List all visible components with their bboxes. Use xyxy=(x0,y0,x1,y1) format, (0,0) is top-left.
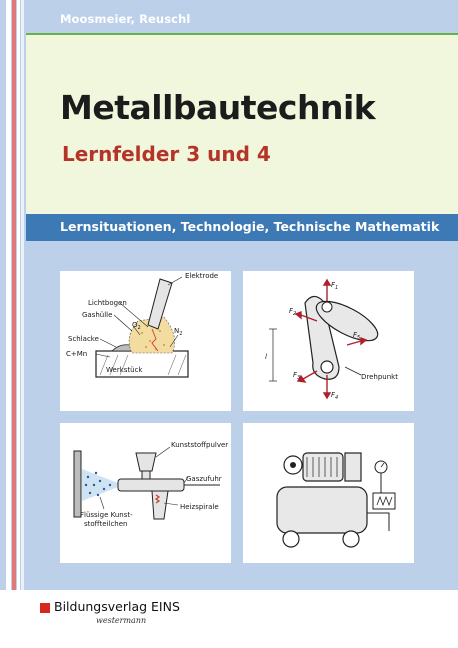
label-f4: $F_4$ xyxy=(331,391,339,401)
label-lichtbogen: Lichtbogen xyxy=(88,299,127,307)
wheel-left-shape xyxy=(283,531,299,547)
label-f1: $F_1$ xyxy=(331,281,339,291)
label-schlacke: Schlacke xyxy=(68,335,99,343)
label-heizspirale: Heizspirale xyxy=(180,503,219,511)
label-kunststoffpulver: Kunststoffpulver xyxy=(171,441,229,449)
electrode-shape xyxy=(148,279,172,329)
stripe-white-3 xyxy=(21,0,24,600)
spray-cone-shape xyxy=(82,469,118,501)
publisher-sub: westermann xyxy=(96,616,147,625)
label-particles-1: Flüssige Kunst- xyxy=(80,511,133,519)
book-subtitle: Lernfelder 3 und 4 xyxy=(62,142,271,166)
tank-shape xyxy=(277,487,367,533)
compressor-illustration xyxy=(243,423,414,563)
label-werkstueck: Werkstück xyxy=(106,366,143,374)
edge-stripes xyxy=(0,0,26,600)
book-title: Metallbautechnik xyxy=(60,88,376,127)
wall-shape xyxy=(74,451,81,517)
label-length: l xyxy=(265,353,267,361)
label-f2: $F_2$ xyxy=(289,307,297,317)
authors: Moosmeier, Reuschl xyxy=(60,12,191,26)
topic-band-text: Lernsituationen, Technologie, Technische Mathematik xyxy=(60,219,440,234)
label-particles-2: stoffteilchen xyxy=(84,520,128,528)
label-n2: $N_2$ xyxy=(174,327,183,337)
stripe-white-2 xyxy=(17,0,20,600)
gun-body-shape xyxy=(118,479,184,491)
publisher-name: Bildungsverlag EINS xyxy=(54,599,180,614)
label-f5: $F_5$ xyxy=(353,331,361,341)
label-gaszufuhr: Gaszufuhr xyxy=(186,475,222,483)
stripe-red xyxy=(12,0,16,600)
hopper-shape xyxy=(136,453,156,471)
label-o2: $O_2$ xyxy=(132,321,141,331)
pump-shape xyxy=(345,453,361,481)
handle-shape xyxy=(152,491,168,519)
spray-gun-illustration xyxy=(60,423,231,563)
wheel-right-shape xyxy=(343,531,359,547)
label-gashuelle: Gashülle xyxy=(82,311,113,319)
label-drehpunkt: Drehpunkt xyxy=(361,373,398,381)
label-f3: $F_3$ xyxy=(293,371,301,381)
publisher-logo-icon xyxy=(40,603,50,613)
label-elektrode: Elektrode xyxy=(185,272,219,280)
label-cmn: C+Mn xyxy=(66,350,88,358)
welding-illustration xyxy=(60,271,231,411)
stripe-white xyxy=(6,0,11,600)
lever-illustration xyxy=(243,271,414,411)
pivot-shape xyxy=(321,361,333,373)
